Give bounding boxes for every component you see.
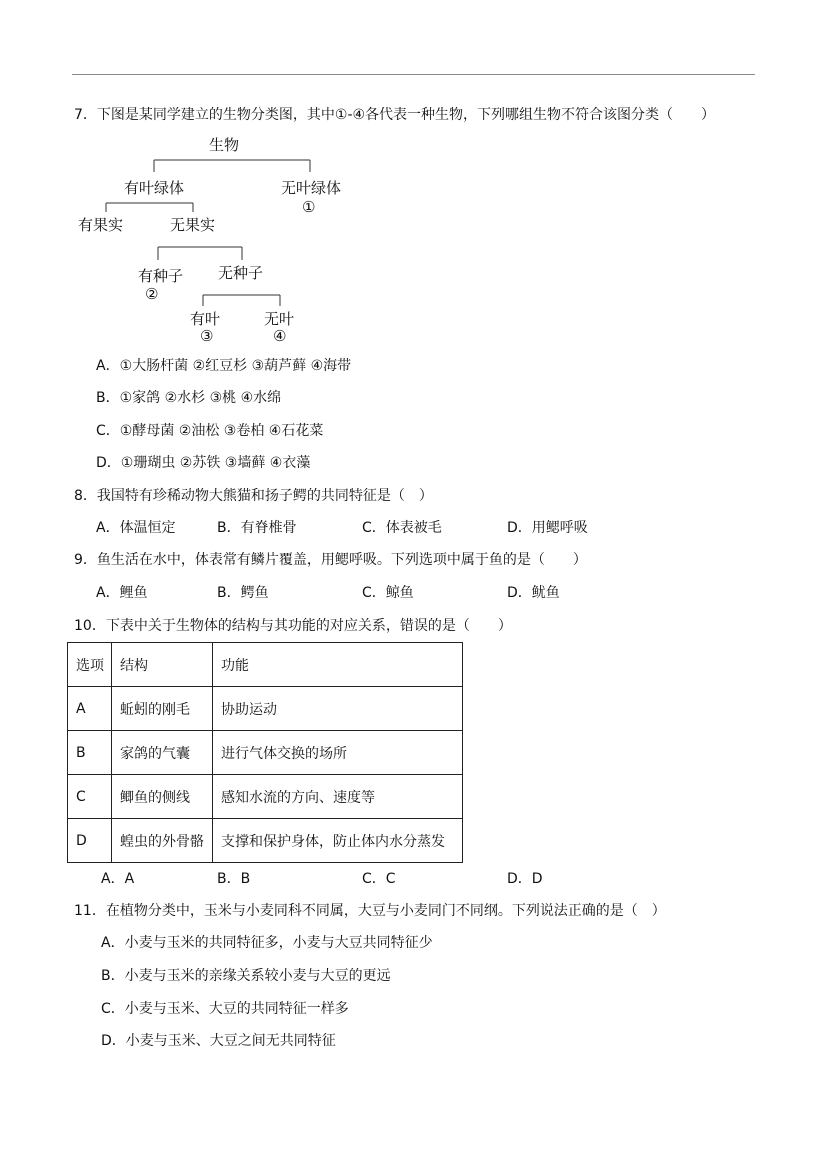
node-mark-3: ③ xyxy=(200,327,214,345)
q10-options xyxy=(101,868,661,888)
header-rule xyxy=(72,74,755,75)
q11-option-a: A．小麦与玉米的共同特征多，小麦与大豆共同特征少 xyxy=(101,935,433,951)
node-mark-4: ④ xyxy=(273,327,287,345)
table-cell: 协助运动 xyxy=(213,687,463,731)
q7-option-a: A．①大肠杆菌 ②红豆杉 ③葫芦藓 ④海带 xyxy=(96,358,352,374)
node-with-chlorophyll: 有叶绿体 xyxy=(124,179,185,197)
node-with-seed: 有种子 xyxy=(138,267,184,285)
q9-option-a: A．鲤鱼 xyxy=(96,585,148,601)
node-mark-1: ① xyxy=(302,198,316,216)
table-cell: 鲫鱼的侧线 xyxy=(112,775,213,819)
q11-option-d: D．小麦与玉米、大豆之间无共同特征 xyxy=(101,1033,336,1049)
classification-tree xyxy=(72,128,352,350)
node-with-leaf: 有叶 xyxy=(190,310,221,328)
q11-stem: 11．在植物分类中，玉米与小麦同科不同属，大豆与小麦同门不同纲。下列说法正确的是（ ） xyxy=(74,903,666,919)
q8-option-b: B．有脊椎骨 xyxy=(217,520,297,536)
table-row xyxy=(68,775,463,819)
q9-options xyxy=(96,582,656,602)
table-cell: 支撑和保护身体，防止体内水分蒸发 xyxy=(213,819,463,863)
table-cell: B xyxy=(68,731,112,775)
q7-option-b: B．①家鸽 ②水杉 ③桃 ④水绵 xyxy=(96,390,282,406)
node-without-chlorophyll: 无叶绿体 xyxy=(281,179,342,197)
q9-option-b: B．鳄鱼 xyxy=(217,585,269,601)
table-header-cell: 结构 xyxy=(112,643,213,687)
q9-stem: 9．鱼生活在水中，体表常有鳞片覆盖，用鳃呼吸。下列选项中属于鱼的是（ ） xyxy=(74,552,587,568)
q8-option-c: C．体表被毛 xyxy=(362,520,442,536)
structure-function-table xyxy=(67,642,463,863)
table-row xyxy=(68,731,463,775)
q7-option-c: C．①酵母菌 ②油松 ③卷柏 ④石花菜 xyxy=(96,423,324,439)
table-cell: D xyxy=(68,819,112,863)
table-row xyxy=(68,687,463,731)
node-without-seed: 无种子 xyxy=(218,264,264,282)
table-cell: C xyxy=(68,775,112,819)
q11-option-c: C．小麦与玉米、大豆的共同特征一样多 xyxy=(101,1001,349,1017)
table-cell: 感知水流的方向、速度等 xyxy=(213,775,463,819)
q10-option-c: C．C xyxy=(362,871,396,887)
table-row xyxy=(68,819,463,863)
q8-option-d: D．用鳃呼吸 xyxy=(507,520,588,536)
node-root: 生物 xyxy=(209,136,240,154)
q8-stem: 8．我国特有珍稀动物大熊猫和扬子鳄的共同特征是（ ） xyxy=(74,488,433,504)
q10-option-d: D．D xyxy=(507,871,543,887)
table-header-cell: 选项 xyxy=(68,643,112,687)
q10-option-b: B．B xyxy=(217,871,251,887)
node-without-leaf: 无叶 xyxy=(264,310,295,328)
table-header-cell: 功能 xyxy=(213,643,463,687)
q10-stem: 10．下表中关于生物体的结构与其功能的对应关系，错误的是（ ） xyxy=(74,618,512,634)
table-cell: 蝗虫的外骨骼 xyxy=(112,819,213,863)
table-cell: A xyxy=(68,687,112,731)
table-cell: 家鸽的气囊 xyxy=(112,731,213,775)
node-without-fruit: 无果实 xyxy=(170,216,216,234)
table-cell: 进行气体交换的场所 xyxy=(213,731,463,775)
table-header-row xyxy=(68,643,463,687)
q9-option-d: D．鱿鱼 xyxy=(507,585,560,601)
q8-option-a: A．体温恒定 xyxy=(96,520,176,536)
q10-option-a: A．A xyxy=(101,871,135,887)
q8-options xyxy=(96,517,656,537)
q7-option-d: D．①珊瑚虫 ②苏铁 ③墙藓 ④衣藻 xyxy=(96,455,311,471)
node-mark-2: ② xyxy=(145,285,159,303)
q11-option-b: B．小麦与玉米的亲缘关系较小麦与大豆的更远 xyxy=(101,968,391,984)
q7-stem: 7．下图是某同学建立的生物分类图，其中①-④各代表一种生物，下列哪组生物不符合该图分类（ ） xyxy=(74,107,716,123)
table-cell: 蚯蚓的刚毛 xyxy=(112,687,213,731)
node-with-fruit: 有果实 xyxy=(78,216,124,234)
q9-option-c: C．鲸鱼 xyxy=(362,585,414,601)
